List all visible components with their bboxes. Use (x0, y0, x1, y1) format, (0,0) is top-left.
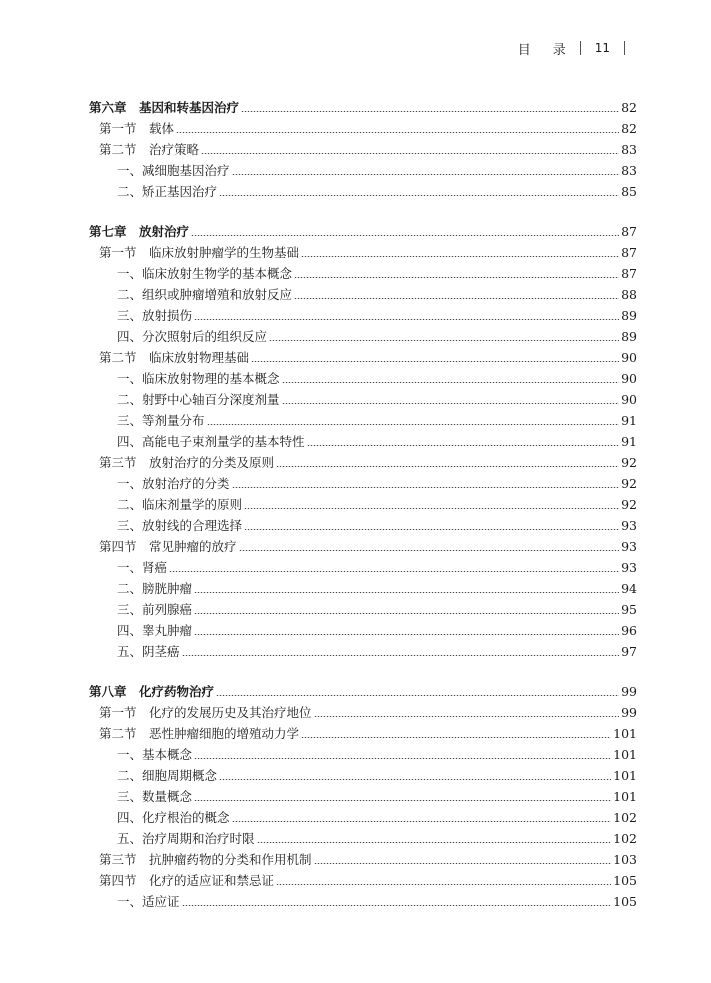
dot-leader (232, 174, 620, 175)
toc-entry-title: 第六章 基因和转基因治疗 (89, 100, 240, 115)
toc-subsection-entry[interactable] (89, 491, 637, 512)
toc-entry-page: 87 (621, 266, 637, 281)
dot-leader (314, 716, 620, 717)
dot-leader (194, 592, 619, 593)
toc-entry-title: 四、高能电子束剂量学的基本特性 (117, 434, 305, 449)
dot-leader (219, 195, 619, 196)
toc-entry-page: 101 (613, 768, 637, 783)
dot-leader (257, 842, 612, 843)
toc-entry-title: 一、肾癌 (117, 560, 168, 575)
dot-leader (301, 256, 619, 257)
toc-entry-title: 二、射野中心轴百分深度剂量 (117, 392, 280, 407)
toc-chapter-group (89, 218, 637, 659)
dot-leader (314, 863, 612, 864)
toc-entry-title: 第三节 抗肿瘤药物的分类和作用机制 (99, 852, 312, 867)
dot-leader (182, 655, 620, 656)
toc-chapter-group (89, 678, 637, 909)
toc-entry-title: 四、化疗根治的概念 (117, 810, 230, 825)
toc-subsection-entry[interactable] (89, 386, 637, 407)
toc-entry-title: 二、细胞周期概念 (117, 768, 218, 783)
toc-entry-page: 102 (613, 831, 637, 846)
toc-entry-page: 88 (621, 287, 637, 302)
toc-entry-page: 87 (621, 224, 637, 239)
toc-entry-page: 92 (621, 476, 637, 491)
toc-entry-page: 96 (621, 623, 637, 638)
toc-subsection-entry[interactable] (89, 260, 637, 281)
toc-subsection-entry[interactable] (89, 365, 637, 386)
toc-entry-page: 105 (613, 873, 637, 888)
header-divider (624, 41, 625, 55)
header-page-number: 11 (594, 41, 610, 55)
dot-leader (276, 884, 611, 885)
dot-leader (232, 487, 620, 488)
dot-leader (194, 800, 611, 801)
toc-entry-title: 第二节 治疗策略 (99, 142, 200, 157)
toc-chapter-entry[interactable] (89, 678, 637, 699)
toc-chapter-entry[interactable] (89, 94, 637, 115)
dot-leader (216, 695, 619, 696)
dot-leader (307, 445, 620, 446)
toc-entry-title: 二、矫正基因治疗 (117, 184, 218, 199)
toc-entry-page: 101 (613, 726, 637, 741)
toc-subsection-entry[interactable] (89, 617, 637, 638)
toc-entry-title: 二、膀胱肿瘤 (117, 581, 193, 596)
dot-leader (282, 382, 620, 383)
toc-entry-title: 第一节 化疗的发展历史及其治疗地位 (99, 705, 312, 720)
toc-entry-page: 89 (621, 308, 637, 323)
toc-subsection-entry[interactable] (89, 281, 637, 302)
toc-entry-title: 一、临床放射生物学的基本概念 (117, 266, 293, 281)
dot-leader (294, 277, 619, 278)
toc-chapter-entry[interactable] (89, 218, 637, 239)
dot-leader (194, 634, 619, 635)
dot-leader (241, 111, 619, 112)
toc-entry-page: 101 (613, 789, 637, 804)
dot-leader (244, 529, 619, 530)
toc-entry-page: 91 (621, 413, 637, 428)
toc-entry-page: 82 (621, 121, 637, 136)
toc-entry-title: 第四节 常见肿瘤的放疗 (99, 539, 237, 554)
toc-entry-title: 第一节 临床放射肿瘤学的生物基础 (99, 245, 300, 260)
dot-leader (269, 340, 619, 341)
toc-entry-title: 第二节 临床放射物理基础 (99, 350, 250, 365)
toc-entry-title: 一、适应证 (117, 894, 180, 909)
toc-entry-title: 三、等剂量分布 (117, 413, 205, 428)
toc-section-entry[interactable] (89, 846, 637, 867)
toc-entry-title: 三、前列腺癌 (117, 602, 193, 617)
toc-subsection-entry[interactable] (89, 428, 637, 449)
toc-entry-page: 92 (621, 455, 637, 470)
toc-entry-title: 一、减细胞基因治疗 (117, 163, 230, 178)
toc-entry-title: 第三节 放射治疗的分类及原则 (99, 455, 275, 470)
dot-leader (251, 361, 619, 362)
dot-leader (239, 550, 620, 551)
toc-section-entry[interactable] (89, 449, 637, 470)
dot-leader (232, 821, 612, 822)
toc-subsection-entry[interactable] (89, 407, 637, 428)
toc-entry-title: 一、临床放射物理的基本概念 (117, 371, 280, 386)
toc-section-entry[interactable] (89, 136, 637, 157)
toc-entry-title: 第二节 恶性肿瘤细胞的增殖动力学 (99, 726, 300, 741)
dot-leader (301, 737, 611, 738)
toc-entry-page: 92 (621, 497, 637, 512)
dot-leader (169, 571, 619, 572)
dot-leader (201, 153, 619, 154)
toc-subsection-entry[interactable] (89, 302, 637, 323)
toc-entry-page: 105 (613, 894, 637, 909)
toc-subsection-entry[interactable] (89, 888, 637, 909)
toc-section-entry[interactable] (89, 115, 637, 136)
toc-entry-page: 89 (621, 329, 637, 344)
toc-section-entry[interactable] (89, 533, 637, 554)
toc-entry-title: 五、阴茎癌 (117, 644, 180, 659)
toc-entry-title: 第一节 载体 (99, 121, 175, 136)
dot-leader (207, 424, 620, 425)
toc-entry-page: 90 (621, 392, 637, 407)
toc-entry-page: 91 (621, 434, 637, 449)
toc-entry-page: 103 (613, 852, 637, 867)
toc-entry-page: 83 (621, 142, 637, 157)
toc-section-entry[interactable] (89, 867, 637, 888)
toc-entry-page: 97 (621, 644, 637, 659)
dot-leader (191, 235, 619, 236)
toc-subsection-entry[interactable] (89, 783, 637, 804)
toc-subsection-entry[interactable] (89, 575, 637, 596)
toc-section-entry[interactable] (89, 720, 637, 741)
toc-entry-page: 90 (621, 371, 637, 386)
toc-subsection-entry[interactable] (89, 762, 637, 783)
toc-entry-page: 95 (621, 602, 637, 617)
dot-leader (182, 905, 612, 906)
toc-entry-title: 二、组织或肿瘤增殖和放射反应 (117, 287, 293, 302)
toc-subsection-entry[interactable] (89, 596, 637, 617)
running-header (518, 38, 639, 58)
toc-subsection-entry[interactable] (89, 804, 637, 825)
dot-leader (276, 466, 619, 467)
dot-leader (194, 613, 619, 614)
toc-entry-page: 83 (621, 163, 637, 178)
dot-leader (282, 403, 620, 404)
toc-entry-page: 93 (621, 539, 637, 554)
toc-entry-title: 三、放射损伤 (117, 308, 193, 323)
toc-entry-title: 四、睾丸肿瘤 (117, 623, 193, 638)
toc-entry-title: 二、临床剂量学的原则 (117, 497, 243, 512)
toc-entry-title: 第四节 化疗的适应证和禁忌证 (99, 873, 275, 888)
toc-entry-page: 85 (621, 184, 637, 199)
toc-subsection-entry[interactable] (89, 825, 637, 846)
toc-chapter-group (89, 94, 637, 199)
toc-subsection-entry[interactable] (89, 554, 637, 575)
dot-leader (194, 319, 619, 320)
toc-entry-title: 一、基本概念 (117, 747, 193, 762)
toc-entry-title: 一、放射治疗的分类 (117, 476, 230, 491)
toc-subsection-entry[interactable] (89, 323, 637, 344)
toc-subsection-entry[interactable] (89, 178, 637, 199)
toc-section-entry[interactable] (89, 344, 637, 365)
toc-entry-page: 94 (621, 581, 637, 596)
dot-leader (176, 132, 619, 133)
toc-entry-page: 82 (621, 100, 637, 115)
toc-entry-page: 93 (621, 560, 637, 575)
toc-subsection-entry[interactable] (89, 470, 637, 491)
toc-subsection-entry[interactable] (89, 157, 637, 178)
toc-entry-title: 第七章 放射治疗 (89, 224, 190, 239)
toc-subsection-entry[interactable] (89, 512, 637, 533)
toc-section-entry[interactable] (89, 239, 637, 260)
table-of-contents (89, 94, 637, 909)
toc-entry-page: 87 (621, 245, 637, 260)
toc-entry-page: 99 (621, 684, 637, 699)
toc-entry-page: 101 (613, 747, 637, 762)
toc-entry-title: 三、放射线的合理选择 (117, 518, 243, 533)
header-title-part-2: 录 (552, 42, 566, 58)
toc-entry-title: 三、数量概念 (117, 789, 193, 804)
toc-entry-title: 五、治疗周期和治疗时限 (117, 831, 255, 846)
toc-section-entry[interactable] (89, 699, 637, 720)
dot-leader (194, 758, 611, 759)
dot-leader (219, 779, 611, 780)
dot-leader (294, 298, 619, 299)
dot-leader (244, 508, 619, 509)
toc-entry-title: 第八章 化疗药物治疗 (89, 684, 215, 699)
toc-subsection-entry[interactable] (89, 741, 637, 762)
header-divider (580, 41, 581, 55)
header-title-part-1: 目 (517, 42, 531, 58)
toc-entry-page: 102 (613, 810, 637, 825)
toc-entry-page: 90 (621, 350, 637, 365)
toc-subsection-entry[interactable] (89, 638, 637, 659)
toc-entry-page: 99 (621, 705, 637, 720)
toc-entry-title: 四、分次照射后的组织反应 (117, 329, 268, 344)
toc-entry-page: 93 (621, 518, 637, 533)
